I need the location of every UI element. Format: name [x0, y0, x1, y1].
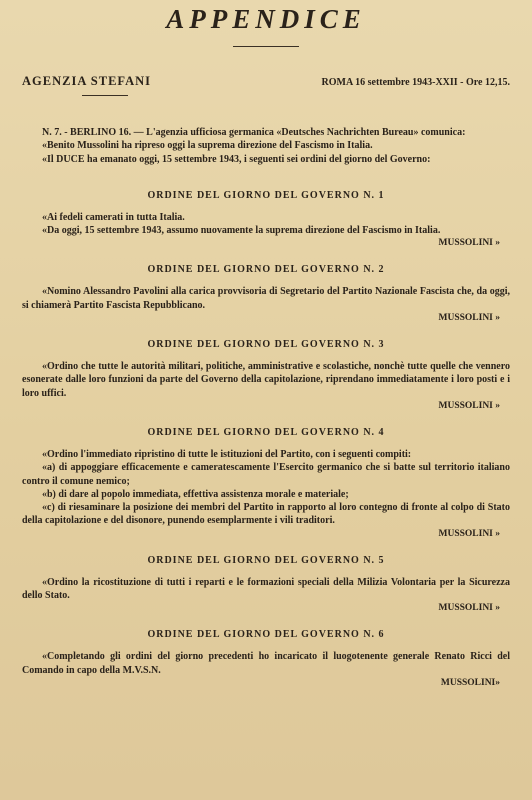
signature: MUSSOLINI »	[438, 528, 500, 539]
intro-paragraph: N. 7. - BERLINO 16. — L'agenzia ufficiosa germanica «Deutsches Nachrichten Bureau» comunica:	[42, 127, 466, 138]
intro-paragraph: «Il DUCE ha emanato oggi, 15 settembre 1943, i seguenti sei ordini del giorno del Governo:	[42, 153, 431, 165]
title-divider	[233, 46, 299, 47]
order-paragraph: «Da oggi, 15 settembre 1943, assumo nuovamente la suprema direzione del Fascismo in Italia.	[42, 225, 441, 237]
order-paragraph: «Completando gli ordini del giorno precedenti ho incaricato il luogotenente generale Renato Ricci del Comando in capo della M.V.S.N.	[22, 651, 510, 676]
order-4	[22, 427, 510, 540]
order-5	[22, 555, 510, 615]
order-paragraph: «b) di dare al popolo immediata, effettiva assistenza morale e materiale;	[42, 488, 349, 500]
agency-name: AGENZIA STEFANI	[22, 74, 152, 88]
intro-section	[22, 126, 510, 166]
order-paragraph: «Ordino l'immediato ripristino di tutte le istituzioni del Partito, con i seguenti compiti:	[42, 448, 412, 460]
order-title: ORDINE DEL GIORNO DEL GOVERNO N. 4	[147, 426, 385, 438]
order-title: ORDINE DEL GIORNO DEL GOVERNO N. 2	[147, 264, 385, 276]
dateline: ROMA 16 settembre 1943-XXII - Ore 12,15.	[321, 77, 510, 88]
order-title: ORDINE DEL GIORNO DEL GOVERNO N. 6	[147, 629, 385, 641]
order-paragraph: «Ordino che tutte le autorità militari, politiche, amministrative e scolastiche, nonchè tutte quelle che vennero esonerate dalle loro funzioni da parte del Governo della capitolazione, riprendano immediatamente i loro posti e i loro uffici.	[22, 361, 510, 399]
agency-divider	[82, 95, 128, 96]
page-title: APPENDICE	[166, 4, 366, 34]
news-header	[22, 74, 510, 96]
intro-paragraph: «Benito Mussolini ha ripreso oggi la suprema direzione del Fascismo in Italia.	[42, 140, 373, 152]
order-title: ORDINE DEL GIORNO DEL GOVERNO N. 3	[147, 339, 385, 351]
order-6	[22, 629, 510, 689]
order-2	[22, 264, 510, 324]
signature: MUSSOLINI »	[438, 313, 500, 324]
signature: MUSSOLINI »	[438, 238, 500, 249]
order-paragraph: «Ai fedeli camerati in tutta Italia.	[42, 211, 185, 223]
order-paragraph: «a) di appoggiare efficacemente e cameratescamente l'Esercito germanico che si batte sul territorio italiano contro il comune nemico;	[22, 462, 510, 487]
order-paragraph: «Nomino Alessandro Pavolini alla carica provvisoria di Segretario del Partito Nazionale Fascista che, da oggi, si chiamerà Partito Fascista Repubblicano.	[22, 286, 510, 311]
order-paragraph: «Ordino la ricostituzione di tutti i reparti e le formazioni speciali della Milizia Volontaria per la Sicurezza dello Stato.	[22, 576, 510, 602]
signature: MUSSOLINI »	[438, 603, 500, 614]
order-paragraph: «c) di riesaminare la posizione dei membri del Partito in rapporto al loro contegno di fronte al colpo di Stato della capitolazione e del disonore, punendo esemplarmente i vili traditori.	[22, 502, 510, 527]
order-3	[22, 339, 510, 412]
order-title: ORDINE DEL GIORNO DEL GOVERNO N. 5	[147, 554, 385, 566]
signature: MUSSOLINI»	[440, 677, 500, 688]
order-title: ORDINE DEL GIORNO DEL GOVERNO N. 1	[147, 189, 385, 201]
signature: MUSSOLINI »	[438, 400, 500, 411]
order-1	[22, 190, 510, 250]
